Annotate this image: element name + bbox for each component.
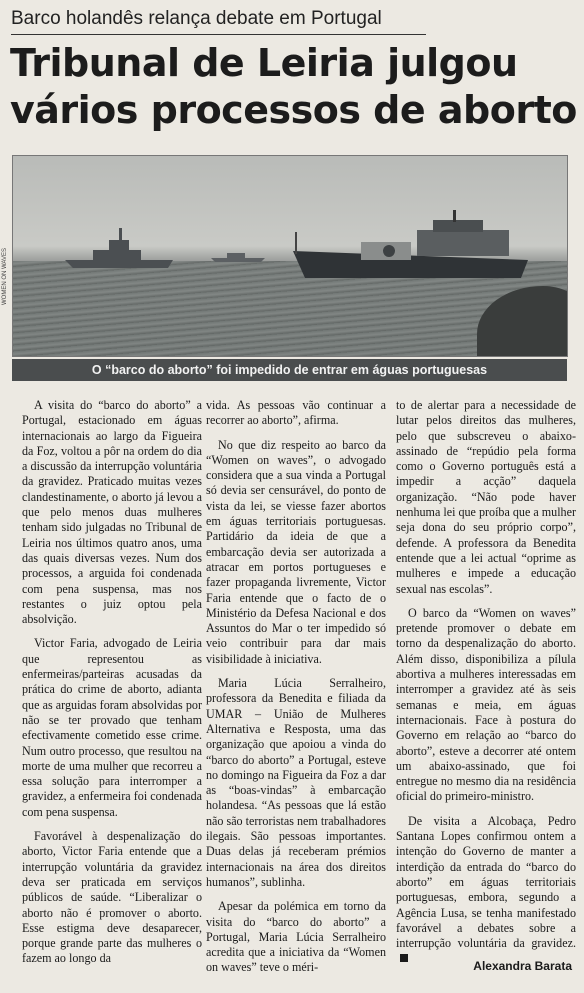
paragraph-last <box>396 814 576 967</box>
photo-caption: O “barco do aborto” foi impedido de entrar em águas portuguesas <box>12 359 567 381</box>
headline <box>10 40 575 134</box>
byline: Alexandra Barata <box>473 959 572 973</box>
article-column-3 <box>396 398 576 967</box>
paragraph-text: De visita a Alcobaça, Pedro Santana Lopes confirmou ontem a intenção do Governo de manter a interdição da entrada do “barco do aborto” em águas territoriais portuguesas, embora, segundo a Agência Lusa, se tenha manifestado favorável a debates sobre a interrupção voluntária da gravidez. <box>396 813 576 951</box>
end-mark-icon <box>400 954 408 962</box>
paragraph: Apesar da polémica em torno da visita do “barco do aborto” a Portugal, Maria Lúcia Serralheiro acredita que a iniciativa da “Women on waves” teve o méri- <box>206 899 386 975</box>
paragraph: vida. As pessoas vão continuar a recorrer ao aborto”, afirma. <box>206 398 386 428</box>
paragraph: No que diz respeito ao barco da “Women on waves”, o advogado considera que a sua vinda a Portugal só devia ser censurável, do ponto de vista da lei, se viesse fazer abortos em águas territoriais portuguesas. Partidário da ideia de que a embarcação devia ser autorizada a atracar em portos portugueses e fazer propaganda livremente, Victor Faria entende que o facto de o Ministério da Defesa Nacional e dos Assuntos do Mar o ter impedido só veio contribuir para dar mais visibilidade à iniciativa. <box>206 437 386 666</box>
article-column-1 <box>22 398 202 967</box>
ship-photo <box>12 155 568 357</box>
navy-ship-distant <box>211 253 265 262</box>
photo-credit: WOMEN ON WAVES <box>2 248 8 305</box>
headline-line-1: Tribunal de Leiria julgou <box>10 41 518 85</box>
paragraph: to de alertar para a necessidade de lutar pelos direitos das mulheres, pelo que subscreveu o abaixo-assinado de “repúdio pela forma como o Governo português está a impedir a acção” daquela organização. “Não pode haver nenhuma lei que proíba que a mulher seja dona do seu próprio corpo”, defende. A professora da Benedita entende que a lei actual “oprime as mulheres e impede a educação sexual nas escolas”. <box>396 398 577 596</box>
article-column-2 <box>206 398 386 976</box>
headline-line-2: vários processos de aborto <box>10 88 577 132</box>
women-on-waves-ship <box>293 210 528 278</box>
paragraph: A visita do “barco do aborto” a Portugal, estacionado em águas internacionais ao largo da Figueira da Foz, voltou a pôr na ordem do dia a discussão da interrupção voluntária da gravidez. Praticado muitas vezes clandestinamente, o aborto já levou a que pelo menos duas mulheres tenham sido julgadas no Tribunal de Leiria nos últimos quatro anos, uma das quais diversas vezes. Num dos processos, a arguida foi condenada com pena suspensa, mas nos restantes o juiz optou pela absolvição. <box>22 398 202 627</box>
kicker: Barco holandês relança debate em Portugal <box>11 6 426 35</box>
paragraph: O barco da “Women on waves” pretende promover o debate em torno da despenalização do aborto. Além disso, disponibiliza a pílula abortiva a mulheres interessadas em interromper a gravidez até às seis semanas e meia, em águas internacionais. Face à postura do Governo em relação ao “barco do aborto”, esteve a decorrer até ontem um abaixo-assinado, que foi entregue no mesmo dia na residência oficial do primeiro-ministro. <box>396 605 576 804</box>
paragraph: Victor Faria, advogado de Leiria que representou as enfermeiras/parteiras acusadas da prática do crime de aborto, adianta que as arguidas foram absolvidas por não se ter provado que tenham efectivamente cometido esse crime. Num outro processo, que resultou na morte de uma mulher que recorreu a essa solução para interromper a gravidez, a enfermeira foi condenada com pena suspensa. <box>22 636 202 819</box>
paragraph: Favorável à despenalização do aborto, Victor Faria entende que a interrupção voluntária da gravidez deva ser praticada em serviços públicos de saúde. “Liberalizar o aborto não é promover o aborto. Esse estigma deve desaparecer, porque grande parte das mulheres o fazem ao longo da <box>22 829 202 966</box>
paragraph: Maria Lúcia Serralheiro, professora da Benedita e filiada da UMAR – União de Mulheres Alternativa e Resposta, uma das organização que apoiou a vinda do “barco do aborto” a Portugal, esteve no domingo na Figueira da Foz a dar as “boas-vindas” à embarcação holandesa. “As pessoas que lá estão não são terroristas nem trabalhadores ilegais. São pessoas importantes. Duas delas já receberam prémios internacionais na área dos direitos humanos”, sublinha. <box>206 676 386 889</box>
navy-ship-left <box>65 228 173 268</box>
